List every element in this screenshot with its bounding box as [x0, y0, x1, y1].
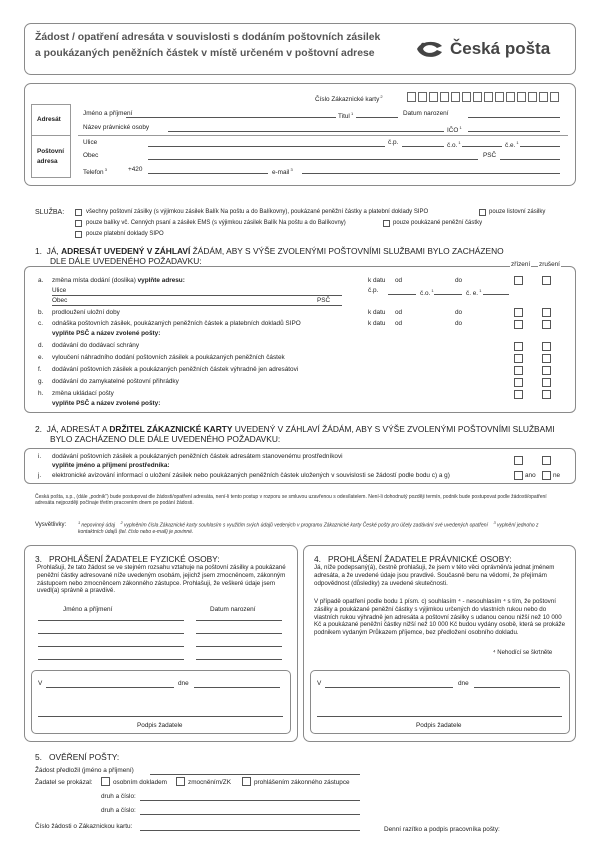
service-all-checkbox[interactable] [75, 209, 82, 216]
co-field[interactable] [462, 146, 502, 147]
card-request-field[interactable] [140, 830, 360, 831]
section4-dne-label: dne [458, 680, 469, 687]
service-parcels-checkbox[interactable] [75, 220, 82, 227]
row-i-letter: i. [38, 453, 42, 460]
row-c-zruseni-checkbox[interactable] [542, 320, 551, 329]
obec-label: Obec [83, 152, 99, 159]
row-a-obec-field[interactable] [52, 305, 342, 306]
row-i-bold: vyplňte jméno a příjmení prostředníka: [52, 462, 170, 469]
doc-type-label-2: druh a číslo: [101, 807, 136, 814]
ce-label: č.e. $^1$ [505, 140, 519, 150]
section4-note: ⁴ Nehodící se škrtněte [493, 650, 553, 656]
row-c-zrizeni-checkbox[interactable] [514, 320, 523, 329]
person4-birth-field[interactable] [196, 659, 282, 660]
posthorn-logo-icon [415, 38, 445, 60]
services-label: SLUŽBA: [35, 209, 65, 216]
row-c-do: do [455, 320, 463, 327]
row-f-zruseni-checkbox[interactable] [542, 366, 551, 375]
section3-signature-field[interactable] [38, 716, 283, 717]
row-c-text: odnáška poštovních zásilek, poukázaných peněžních částek a platebních dokladů SIPO [52, 320, 301, 327]
row-e-text: vyloučení náhradního dodání poštovních zásilek a poukázaných peněžních částek [52, 354, 285, 361]
cp-label: č.p. [388, 139, 399, 146]
proof-authorization-checkbox[interactable] [176, 777, 185, 786]
row-a-letter: a. [38, 277, 44, 284]
row-a-co-field[interactable] [434, 294, 462, 295]
service-letters-label: pouze listovní zásilky [489, 209, 546, 215]
section4-place-field[interactable] [325, 687, 453, 688]
label-adresat: Adresát [37, 116, 61, 123]
street-field[interactable] [148, 146, 385, 147]
row-b-zrizeni-checkbox[interactable] [514, 308, 523, 317]
co-label: č.o. $^1$ [447, 140, 461, 150]
section4-text1: Já, níže podepsaný(á), čestně prohlašuji, že jsem v této věci oprávněn/a jednat jménem adresáta, a že uvedené údaje jsou pravdivé. Současně beru na vědomí, že přejímám odpovědnost (důsledky) za uvedené skutečnosti. [314, 564, 555, 587]
section2-heading: 2. JÁ, ADRESÁT A DRŽITEL ZÁKAZNICKÉ KARTY UVEDENÝ V ZÁHLAVÍ ŽÁDÁM, ABY S VÝŠE ZVOLENÝMI POŠTOVNÍMI SLUŽBAMI [35, 424, 555, 434]
proof-id-checkbox[interactable] [101, 777, 110, 786]
titul-label: Titul $^1$ [338, 111, 354, 121]
proof-authorization-label: zmocněním/ZK [188, 779, 231, 786]
section3-dne-label: dne [178, 680, 189, 687]
person3-birth-field[interactable] [196, 646, 282, 647]
row-j-ne-checkbox[interactable] [542, 471, 551, 480]
row-b-zruseni-checkbox[interactable] [542, 308, 551, 317]
row-i-text: dodávání poštovních zásilek a poukázaných peněžních částek adresátem stanovenému prostředníkovi [52, 453, 343, 460]
phone-field[interactable] [148, 173, 268, 174]
row-g-text: dodávání do zamykatelné poštovní přihrádky [52, 378, 179, 385]
row-b-letter: b. [38, 309, 44, 316]
phone-label: Telefon $^3$ [83, 167, 107, 177]
row-h-text: změna ukládací pošty [52, 390, 114, 397]
row-a-psc: PSČ [317, 297, 331, 304]
row-e-zruseni-checkbox[interactable] [542, 354, 551, 363]
row-i-zrizeni-checkbox[interactable] [514, 456, 523, 465]
obec-field[interactable] [148, 159, 478, 160]
row-e-zrizeni-checkbox[interactable] [514, 354, 523, 363]
row-h-zrizeni-checkbox[interactable] [514, 390, 523, 399]
row-e-letter: e. [38, 354, 44, 361]
row-a-kdatu: k datu [368, 277, 386, 284]
section3-heading: 3. PROHLÁŠENÍ ŽADATELE FYZICKÉ OSOBY: [35, 554, 220, 564]
notice-text: Česká pošta, s.p., (dále „podnik“) bude postupovat dle žádosti/opatření adresáta, není-li tento postup v rozporu se smluvou uzavřenou s odesílatelem. Není-li dohodnutý později termín, podnik bude postupovat podle žádosti/opatření adresáta nejpozději počínaje třetím pracovním dnem po podání žádosti. [35, 494, 547, 506]
row-a-ce: č. e. $^1$ [466, 288, 482, 298]
section4-text2: V případě opatření podle bodu 1 písm. c) souhlasím ⁴ - nesouhlasím ⁴ s tím, že poštovní zásilky a poukázané peněžní částky s výjimkou určených do vlastních rukou nebo do vlastních rukou výhradně jen adresáta a poštovní zásilky s udanou cenou nižší než 10 000 Kč a poukázané peněžní částky nižší než 10 000 Kč budou vydány osobě, která se prokáže podnikem vydaným Průkazem příjemce, bez předložení osobního dokladu. [314, 598, 566, 637]
email-label: e-mail $^3$ [272, 167, 293, 177]
service-sipo-checkbox[interactable] [75, 231, 82, 238]
row-b-text: prodloužení uložní doby [52, 309, 120, 316]
section4-sign-label: Podpis žadatele [416, 722, 462, 729]
row-j-ne-label: ne [553, 472, 561, 479]
street-label: Ulice [83, 139, 98, 146]
submitted-by-label: Žádost předložil (jméno a příjmení) [35, 767, 134, 774]
section1-heading: 1. JÁ, ADRESÁT UVEDENÝ V ZÁHLAVÍ ŽÁDÁM, ABY S VÝŠE ZVOLENÝMI POŠTOVNÍMI SLUŽBAMI BYLO ZACHÁZENO [35, 246, 504, 256]
birth-label: Datum narození [403, 110, 449, 117]
section4-signature-field[interactable] [317, 716, 562, 717]
ce-field[interactable] [520, 146, 560, 147]
label-adresa: adresa [37, 158, 58, 165]
row-h-bold: vyplňte PSČ a název zvolené pošty: [52, 400, 161, 407]
section3-place-field[interactable] [46, 687, 174, 688]
row-g-zrizeni-checkbox[interactable] [514, 378, 523, 387]
cp-field[interactable] [402, 146, 444, 147]
ico-field[interactable] [468, 131, 560, 132]
proof-id-label: osobním dokladem [113, 779, 167, 786]
service-all-label: všechny poštovní zásilky (s výjimkou zásilek Balík Na poštu a do Balíkovny), poukázané peněžní částky a platební doklady SIPO [86, 209, 429, 215]
explanations-label: Vysvětlivky: [35, 522, 67, 528]
email-field[interactable] [302, 173, 560, 174]
psc-label: PSČ [483, 152, 497, 159]
person2-name-field[interactable] [38, 633, 184, 634]
row-d-text: dodávání do dodávací schrány [52, 342, 140, 349]
service-parcels-label: pouze balíky vč. Cenných psaní a zásilek EMS (s výjimkou zásilek Balík Na poštu a do Balíkovny) [86, 220, 346, 226]
row-a-zruseni-checkbox[interactable] [542, 276, 551, 285]
row-a-street-field[interactable] [52, 295, 342, 296]
row-h-letter: h. [38, 390, 44, 397]
phone-prefix: +420 [128, 166, 143, 173]
service-money-label: pouze poukázané peněžní částky [393, 220, 483, 226]
section4-date-field[interactable] [474, 687, 560, 688]
person2-birth-field[interactable] [196, 633, 282, 634]
person3-name-field[interactable] [38, 646, 184, 647]
doc-type-field-1[interactable] [140, 800, 360, 801]
person1-birth-field[interactable] [196, 620, 282, 621]
row-j-ano-checkbox[interactable] [514, 471, 523, 480]
section3-v-label: V [38, 680, 43, 687]
row-a-text: změna místa dodání (doslika) vyplňte adresu: [52, 277, 185, 284]
section1-heading-line2: DLE DÁLE UVEDENÉHO POŽADAVKU: [50, 256, 202, 266]
section3-sign-label: Podpis žadatele [137, 722, 183, 729]
section3-date-field[interactable] [194, 687, 280, 688]
row-g-letter: g. [38, 378, 44, 385]
company-field[interactable] [168, 131, 444, 132]
section3-text: Prohlašuji, že tato žádost se ve stejném rozsahu vztahuje na poštovní zásilky a poukázané peněžní částky adresované níže uvedeným osobám, jejichž jsem zmocněncem, zákonným zástupcem nebo zmocněncem zákonného zástupce. Prohlašuji, že veškeré údaje jsem uvedl(a) správně a pravdivě. [37, 564, 286, 595]
row-d-zrizeni-checkbox[interactable] [514, 342, 523, 351]
row-a-co: č.o. $^1$ [420, 288, 434, 298]
row-g-zruseni-checkbox[interactable] [542, 378, 551, 387]
service-money-checkbox[interactable] [383, 220, 390, 227]
row-j-letter: j. [38, 472, 42, 479]
form-title-line2: a poukázaných peněžních částek v místě určeném v poštovní adrese [35, 48, 375, 59]
card-request-label: Číslo žádosti o Zákaznickou kartu: [35, 823, 133, 830]
doc-type-field-2[interactable] [140, 814, 360, 815]
doc-type-label-1: druh a číslo: [101, 793, 136, 800]
row-c-kdatu: k datu [368, 320, 386, 327]
row-a-od: od [395, 277, 403, 284]
row-b-do: do [455, 309, 463, 316]
company-label: Název právnické osoby [83, 124, 150, 131]
titul-field[interactable] [356, 117, 398, 118]
section3-col-name: Jméno a příjmení [63, 606, 113, 613]
row-b-od: od [395, 309, 403, 316]
customer-card-label: Číslo Zákaznické karty $^2$ [315, 94, 383, 104]
row-c-bold: vyplňte PSČ a název zvolené pošty: [52, 330, 161, 337]
name-field[interactable] [126, 117, 336, 118]
row-f-letter: f. [38, 366, 42, 373]
col-zrizeni: zřízení [511, 261, 531, 268]
row-j-ano-label: ano [525, 472, 536, 479]
proof-guardian-label: prohlášením zákonného zástupce [254, 779, 350, 786]
col-zruseni: zrušení [539, 261, 560, 268]
section3-col-birth: Datum narození [210, 606, 256, 613]
row-a-obec: Obec [52, 297, 68, 304]
row-j-text: elektronické avizování informací o uložení zásilek nebo poukázaných peněžních částek uložených v souvislosti se žádostí podle bodu c) a g) [52, 472, 450, 479]
row-a-ce-field[interactable] [483, 294, 509, 295]
birth-field[interactable] [468, 117, 560, 118]
person4-name-field[interactable] [38, 659, 184, 660]
row-c-od: od [395, 320, 403, 327]
form-title-line1: Žádost / opatření adresáta v souvislosti s dodáním poštovních zásilek [35, 32, 381, 43]
row-c-letter: c. [38, 320, 43, 327]
section2-heading-line2: BYLO ZACHÁZENO DLE DÁLE UVEDENÉHO POŽADAVKU: [50, 434, 281, 444]
stamp-label: Denní razítko a podpis pracovníka pošty: [384, 826, 500, 833]
row-a-zrizeni-checkbox[interactable] [514, 276, 523, 285]
submitted-by-field[interactable] [150, 774, 360, 775]
section4-heading: 4. PROHLÁŠENÍ ŽADATELE PRÁVNICKÉ OSOBY: [314, 554, 512, 564]
label-postovni: Poštovní [37, 148, 64, 155]
name-label: Jméno a příjmení [83, 110, 133, 117]
row-a-cp: č.p. [368, 287, 379, 294]
proof-guardian-checkbox[interactable] [242, 777, 251, 786]
row-b-kdatu: k datu [368, 309, 386, 316]
explanations-text: $^1$ nepovinný údaj $^2$ vyplněním čísla Zákaznické karty souhlasím s využitím svých údajů vedených v programu Zákaznické karty České pošty pro účely zadávání své uvedených opatření $^3$ vyplnění jednoho z kontaktních údajů (tel. číslo nebo e-mail) je povinné. [78, 520, 539, 535]
person1-name-field[interactable] [38, 620, 184, 621]
proof-label: Žadatel se prokázal: [35, 779, 93, 786]
row-d-letter: d. [38, 342, 44, 349]
row-a-ulice: Ulice [52, 287, 67, 294]
row-a-cp-field[interactable] [388, 294, 416, 295]
row-h-zruseni-checkbox[interactable] [542, 390, 551, 399]
service-sipo-label: pouze platební doklady SIPO [86, 231, 164, 237]
service-letters-checkbox[interactable] [479, 209, 486, 216]
row-i-zruseni-checkbox[interactable] [542, 456, 551, 465]
psc-field[interactable] [500, 159, 560, 160]
row-f-zrizeni-checkbox[interactable] [514, 366, 523, 375]
section5-heading: 5. OVĚŘENÍ POŠTY: [35, 752, 120, 762]
row-a-do: do [455, 277, 463, 284]
row-f-text: dodávání poštovních zásilek a poukázaných peněžních částek výhradně jen adresátovi [52, 366, 299, 373]
ico-label: IČO $^1$ [447, 125, 462, 135]
section4-v-label: V [317, 680, 322, 687]
logo-text: Česká pošta [450, 39, 551, 58]
row-d-zruseni-checkbox[interactable] [542, 342, 551, 351]
